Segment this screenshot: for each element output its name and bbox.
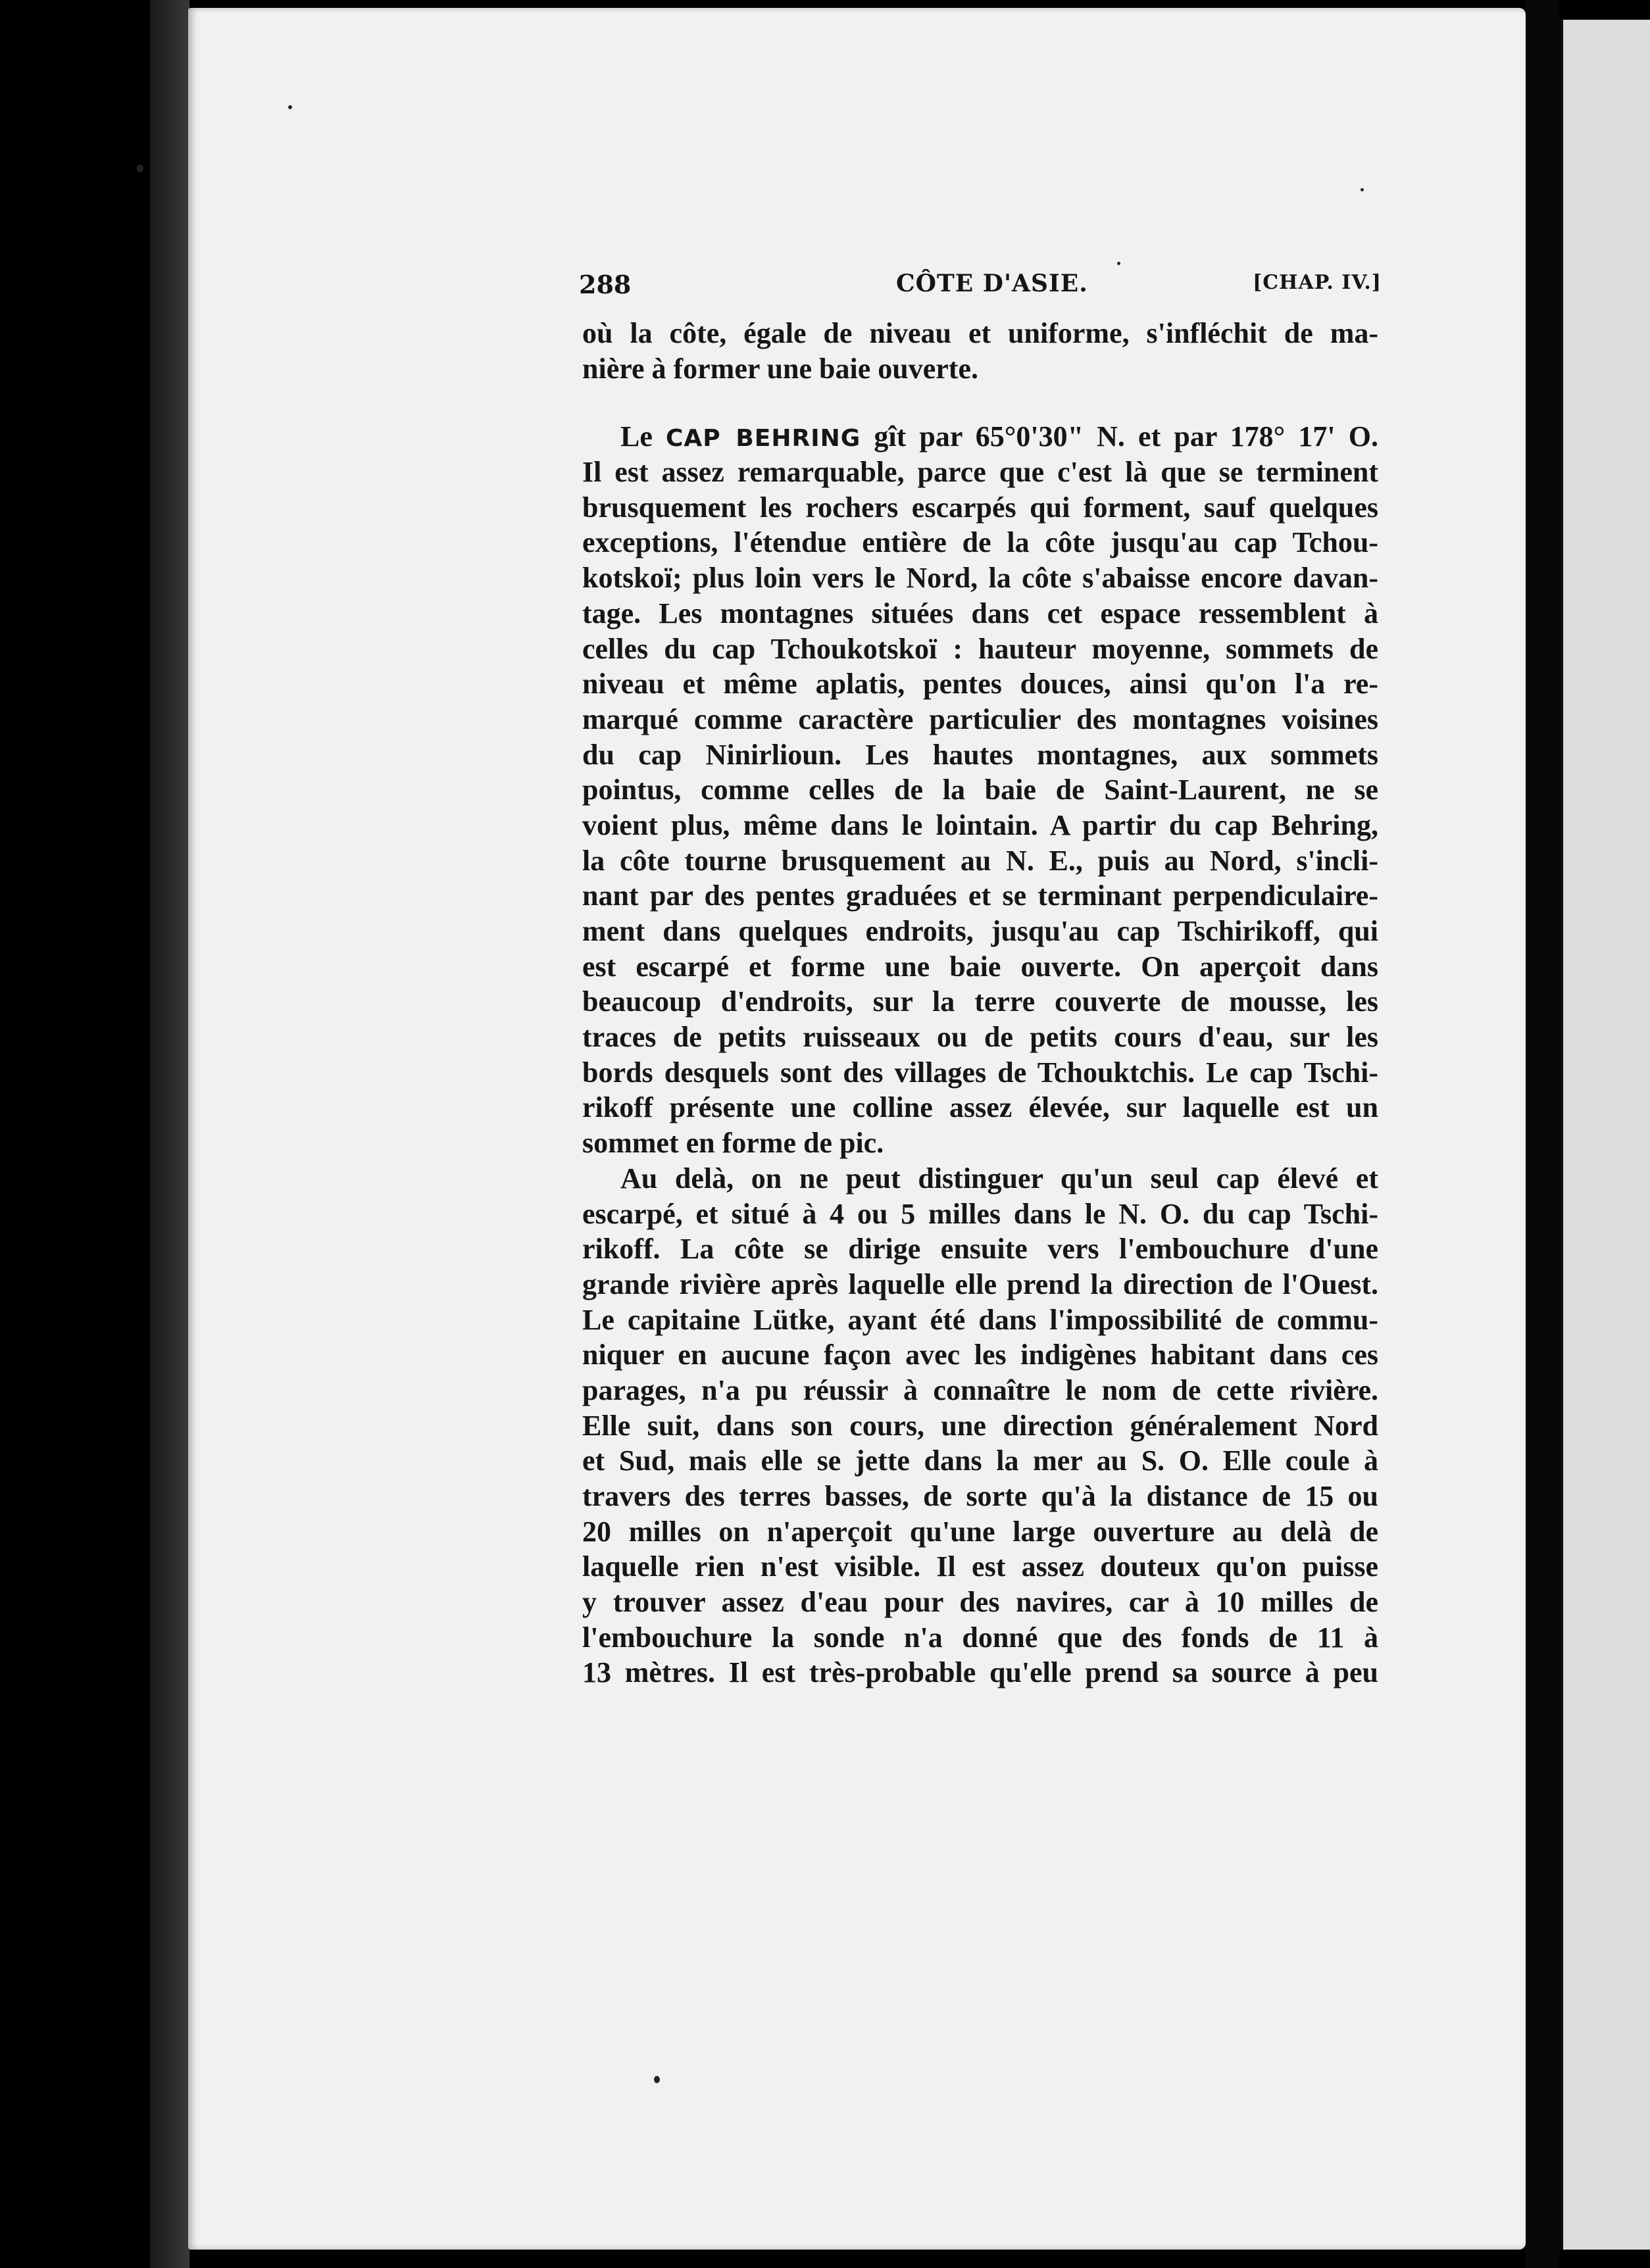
text-line: 13 mètres. Il est très-probable qu'elle prend sa source à peu (582, 1656, 1378, 1689)
chapter-reference: [CHAP. IV.] (1253, 271, 1382, 294)
body-text (582, 316, 1378, 1690)
text-line: rikoff présente une colline assez élevée, sur laquelle est un (582, 1091, 1378, 1124)
text-line: y trouver assez d'eau pour des navires, car à 10 milles de (582, 1586, 1378, 1619)
binding-shadow (150, 0, 189, 2268)
running-title: CÔTE D'ASIE. (896, 270, 1088, 297)
text-line: escarpé, et situé à 4 ou 5 milles dans le N. O. du cap Tschi- (582, 1197, 1378, 1230)
text-line: celles du cap Tchoukotskoï : hauteur moyenne, sommets de (582, 632, 1378, 665)
lead-coordinates: gît par 65°0'30" N. et par 178° 17' O. (861, 420, 1378, 453)
text-line: tage. Les montagnes situées dans cet espace ressemblent à (582, 597, 1378, 629)
paragraph-gap (582, 386, 1378, 419)
text-line: où la côte, égale de niveau et uniforme, s'infléchit de ma- (582, 317, 1378, 349)
text-line: Le capitaine Lütke, ayant été dans l'impossibilité de commu- (582, 1303, 1378, 1336)
text-line: l'embouchure la sonde n'a donné que des fonds de 11 à (582, 1621, 1378, 1654)
text-line: ment dans quelques endroits, jusqu'au cap Tschirikoff, qui (582, 915, 1378, 947)
text-line: du cap Ninirlioun. Les hautes montagnes, aux sommets (582, 738, 1378, 771)
text-line: sommet en forme de pic. (582, 1127, 884, 1160)
text-line: grande rivière après laquelle elle prend la direction de l'Ouest. (582, 1268, 1378, 1300)
dust-speck (288, 105, 292, 109)
text-line: exceptions, l'étendue entière de la côte jusqu'au cap Tchou- (582, 526, 1378, 559)
cape-name: CAP BEHRING (666, 425, 861, 453)
text-line-lead (582, 419, 1378, 455)
text-line: la côte tourne brusquement au N. E., puis au Nord, s'incli- (582, 844, 1378, 877)
adjacent-page-edge (1559, 20, 1650, 2250)
text-line: traces de petits ruisseaux ou de petits cours d'eau, sur les (582, 1021, 1378, 1054)
text-line: niquer en aucune façon avec les indigènes habitant dans ces (582, 1339, 1378, 1371)
text-line: brusquement les rochers escarpés qui forment, sauf quelques (582, 491, 1378, 524)
text-line: et Sud, mais elle se jette dans la mer au S. O. Elle coule à (582, 1444, 1378, 1477)
text-line: beaucoup d'endroits, sur la terre couverte de mousse, les (582, 985, 1378, 1018)
text-line: Elle suit, dans son cours, une direction généralement Nord (582, 1409, 1378, 1442)
dust-speck (654, 2076, 660, 2083)
text-line: rikoff. La côte se dirige ensuite vers l'embouchure d'une (582, 1233, 1378, 1266)
text-line: est escarpé et forme une baie ouverte. On aperçoit dans (582, 950, 1378, 983)
text-line: laquelle rien n'est visible. Il est assez douteux qu'on puisse (582, 1550, 1378, 1583)
text-line: marqué comme caractère particulier des montagnes voisines (582, 703, 1378, 735)
text-line: nant par des pentes graduées et se terminant perpendiculaire- (582, 879, 1378, 912)
text-line: nière à former une baie ouverte. (582, 352, 978, 385)
text-line: pointus, comme celles de la baie de Saint-Laurent, ne se (582, 774, 1378, 806)
text-line: Il est assez remarquable, parce que c'est là que se terminent (582, 456, 1378, 489)
lead-prefix: Le (620, 420, 666, 453)
paragraph-1 (582, 316, 1378, 386)
page-number: 288 (579, 270, 632, 299)
running-header (579, 270, 1382, 309)
text-line: Au delà, on ne peut distinguer qu'un seul cap élevé et (620, 1162, 1378, 1195)
text-line: 20 milles on n'aperçoit qu'une large ouverture au delà de (582, 1515, 1378, 1548)
text-line: bords desquels sont des villages de Tchouktchis. Le cap Tschi- (582, 1056, 1378, 1089)
paragraph-2 (582, 419, 1378, 1160)
text-line: voient plus, même dans le lointain. A partir du cap Behring, (582, 808, 1378, 841)
text-line: niveau et même aplatis, pentes douces, ainsi qu'on l'a re- (582, 668, 1378, 701)
dust-speck (1361, 188, 1364, 191)
text-line: parages, n'a pu réussir à connaître le nom de cette rivière. (582, 1373, 1378, 1406)
dust-speck (137, 164, 143, 172)
text-line: kotskoï; plus loin vers le Nord, la côte s'abaisse encore davan- (582, 562, 1378, 595)
sheet-gap (1526, 0, 1559, 2268)
text-line: travers des terres basses, de sorte qu'à la distance de 15 ou (582, 1480, 1378, 1512)
paragraph-3 (582, 1161, 1378, 1690)
dust-speck (1117, 262, 1120, 265)
